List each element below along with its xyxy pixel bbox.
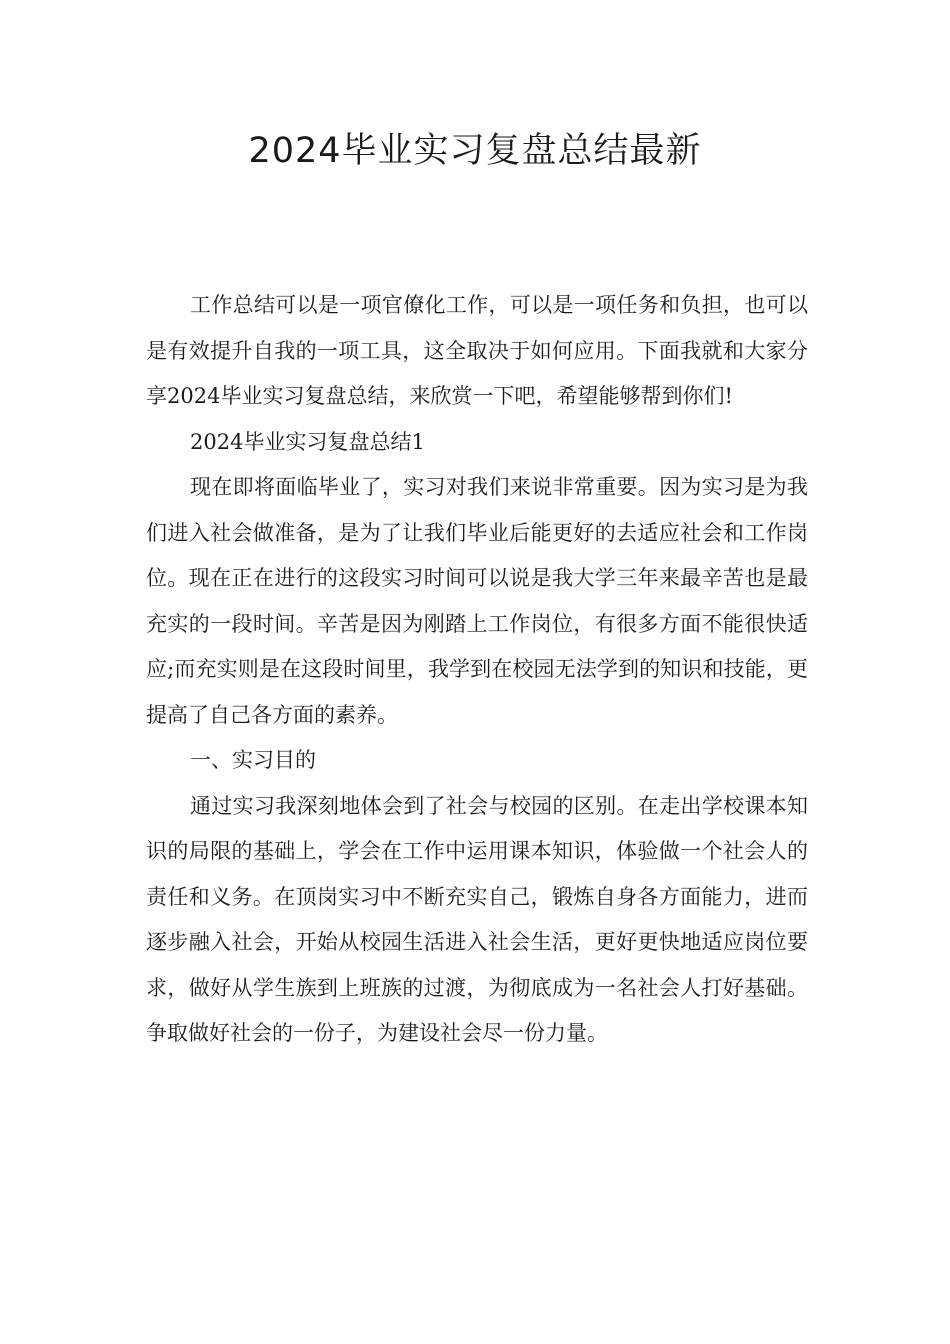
intro-paragraph: 工作总结可以是一项官僚化工作，可以是一项任务和负担，也可以是有效提升自我的一项工具，这全取决于如何应用。下面我就和大家分享2024毕业实习复盘总结，来欣赏一下吧，希望能够帮到你们! <box>146 293 808 408</box>
document-title: 2024毕业实习复盘总结最新 <box>248 131 702 171</box>
section-heading-summary-1: 2024毕业实习复盘总结1 <box>190 429 425 454</box>
document-body <box>146 283 808 1057</box>
section-heading-purpose: 一、实习目的 <box>190 748 316 772</box>
body-paragraph: 现在即将面临毕业了，实习对我们来说非常重要。因为实习是为我们进入社会做准备，是为了让我们毕业后能更好的去适应社会和工作岗位。现在正在进行的这段实习时间可以说是我大学三年来最辛苦也是最充实的一段时间。辛苦是因为刚踏上工作岗位，有很多方面不能很快适应;而充实则是在这段时间里，我学到在校园无法学到的知识和技能，更提高了自己各方面的素养。 <box>146 475 808 727</box>
body-paragraph: 通过实习我深刻地体会到了社会与校园的区别。在走出学校课本知识的局限的基础上，学会在工作中运用课本知识，体验做一个社会人的责任和义务。在顶岗实习中不断充实自己，锻炼自身各方面能力，进而逐步融入社会，开始从校园生活进入社会生活，更好更快地适应岗位要求，做好从学生族到上班族的过渡，为彻底成为一名社会人打好基础。争取做好社会的一份子，为建设社会尽一份力量。 <box>146 793 808 1045</box>
